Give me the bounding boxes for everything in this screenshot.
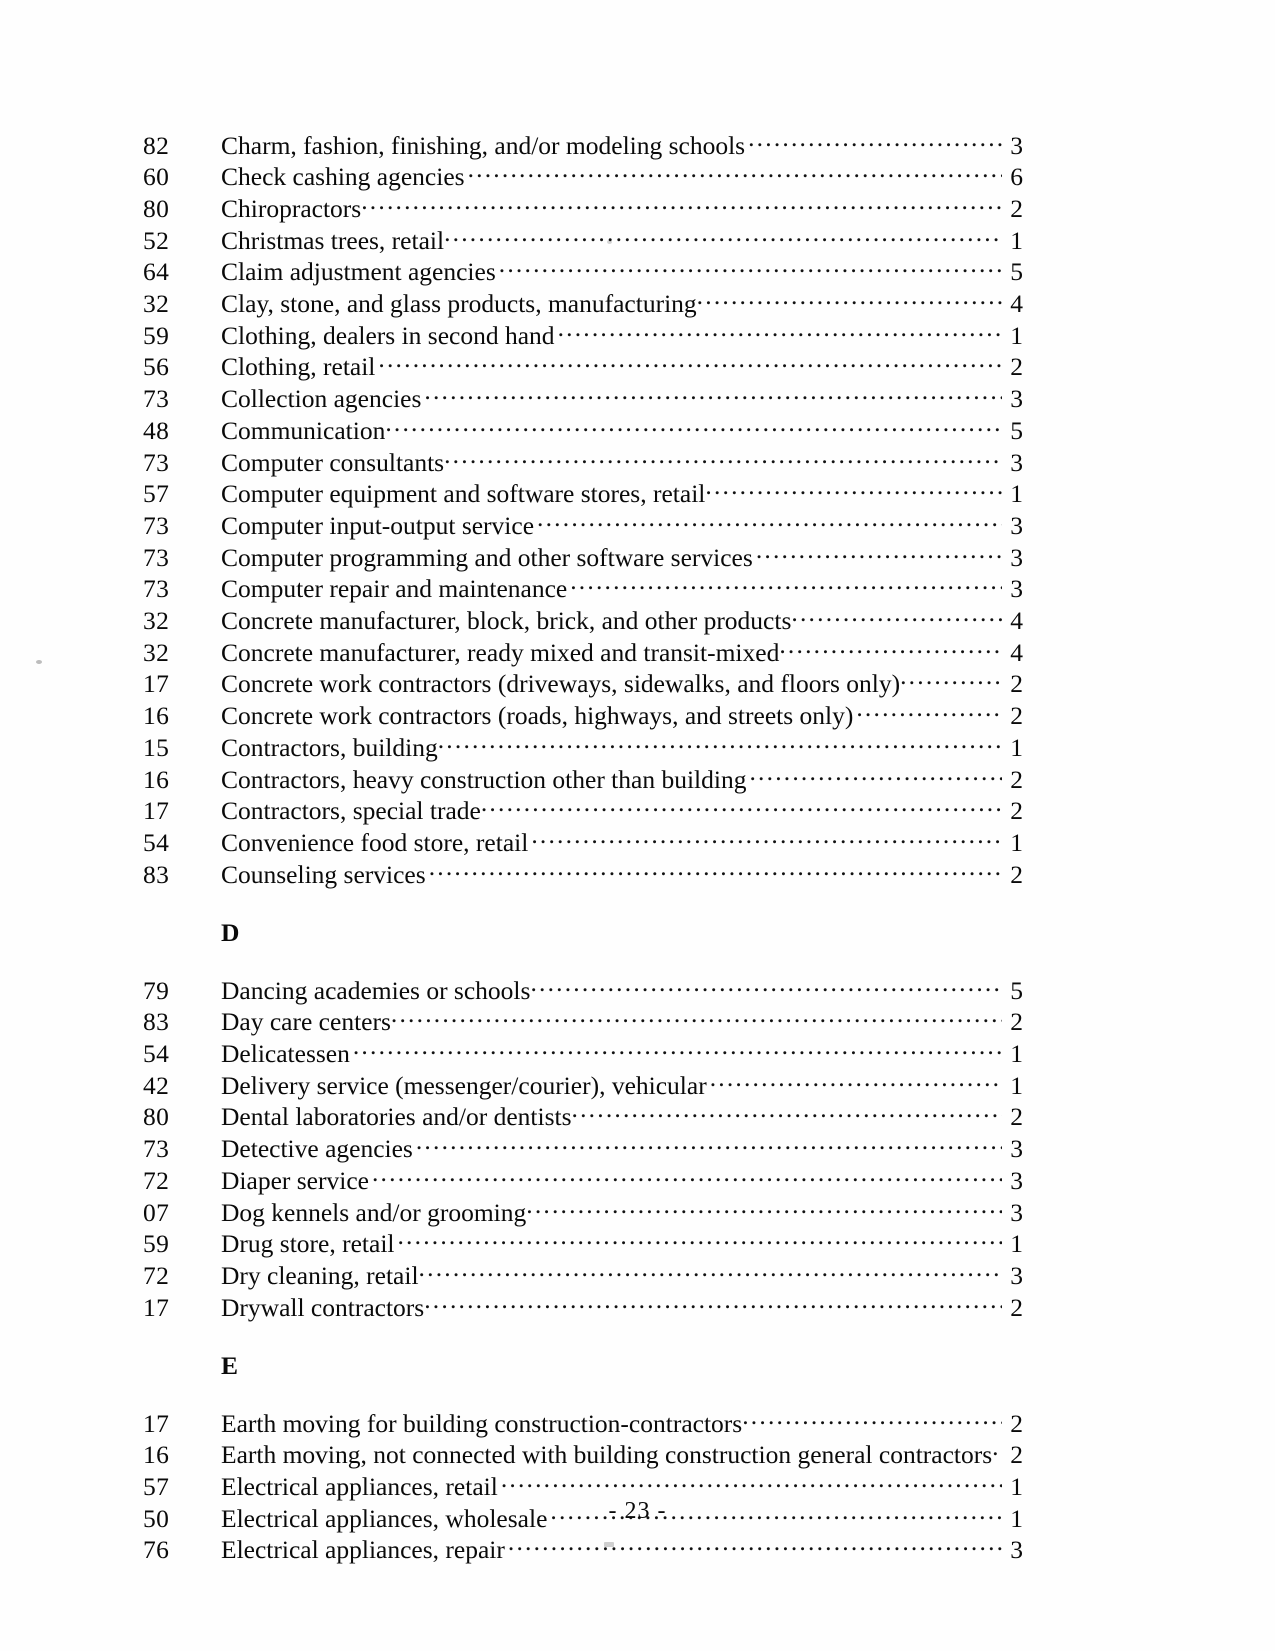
entry-page-number: 3	[1010, 447, 1023, 477]
entry-page-number: 3	[1010, 130, 1023, 160]
entry-page-number: 2	[1010, 1408, 1023, 1438]
entry-code: 57	[143, 479, 170, 509]
dot-leader	[530, 973, 1002, 999]
entry-code: 54	[143, 1038, 170, 1068]
entry-code: 72	[143, 1260, 170, 1290]
dot-leader	[779, 635, 1002, 661]
dot-leader	[501, 1469, 1002, 1495]
entry-description: Earth moving, not connected with building construction general contractors	[221, 1440, 993, 1470]
dot-leader	[444, 223, 1002, 249]
entry-code: 59	[143, 1229, 170, 1259]
entry-page-number: 2	[1010, 1102, 1023, 1132]
entry-page-number: 1	[1010, 1038, 1023, 1068]
index-entry	[143, 730, 1023, 762]
entry-page-number: 4	[1010, 289, 1023, 319]
dot-leader	[742, 1406, 1002, 1432]
index-entry	[143, 255, 1023, 287]
entry-description: Diaper service	[221, 1165, 369, 1195]
index-entry	[143, 1163, 1023, 1195]
index-entry	[143, 1036, 1023, 1068]
dot-leader	[385, 413, 1002, 439]
entry-code: 64	[143, 257, 170, 287]
entry-page-number: 2	[1010, 1292, 1023, 1322]
entry-code: 48	[143, 415, 170, 445]
entry-code: 32	[143, 637, 170, 667]
entry-description: Dry cleaning, retail	[221, 1260, 419, 1290]
entry-page-number: 2	[1010, 193, 1023, 223]
index-entry	[143, 128, 1023, 160]
entry-description: Claim adjustment agencies	[221, 257, 496, 287]
dot-leader	[444, 445, 1002, 471]
dot-leader	[749, 762, 1002, 788]
index-entry	[143, 1068, 1023, 1100]
entry-code: 73	[143, 384, 170, 414]
dot-leader	[372, 1163, 1002, 1189]
dot-leader	[424, 382, 1002, 408]
entry-page-number: 2	[1010, 1440, 1023, 1470]
entry-page-number: 2	[1010, 1007, 1023, 1037]
entry-code: 82	[143, 130, 170, 160]
entry-description: Concrete work contractors (roads, highways, and streets only)	[221, 701, 854, 731]
entry-code: 73	[143, 1134, 170, 1164]
index-entry	[143, 223, 1023, 255]
entry-page-number: 1	[1010, 1471, 1023, 1501]
entry-page-number: 2	[1010, 859, 1023, 889]
entry-page-number: 3	[1010, 1260, 1023, 1290]
dot-leader	[531, 825, 1002, 851]
entry-description: Day care centers	[221, 1007, 391, 1037]
dot-leader	[508, 1533, 1002, 1559]
dot-leader	[378, 350, 1002, 376]
entry-description: Contractors, special trade	[221, 796, 481, 826]
entry-page-number: 4	[1010, 637, 1023, 667]
entry-code: 59	[143, 320, 170, 350]
entry-code: 56	[143, 352, 170, 382]
entry-description: Collection agencies	[221, 384, 422, 414]
index-entry	[143, 1258, 1023, 1290]
entry-code: 07	[143, 1197, 170, 1227]
entry-description: Drug store, retail	[221, 1229, 395, 1259]
entry-code: 17	[143, 1292, 170, 1322]
entry-page-number: 3	[1010, 542, 1023, 572]
index-entry	[143, 604, 1023, 636]
dot-leader	[748, 128, 1002, 154]
entry-description: Concrete manufacturer, ready mixed and transit-mixed	[221, 637, 780, 667]
dot-leader	[419, 1258, 1002, 1284]
index-entry	[143, 413, 1023, 445]
entry-code: 76	[143, 1535, 170, 1565]
entry-page-number: 5	[1010, 257, 1023, 287]
entry-page-number: 3	[1010, 574, 1023, 604]
dot-leader	[438, 730, 1002, 756]
index-entry	[143, 1005, 1023, 1037]
entry-code: 57	[143, 1471, 170, 1501]
entry-code: 15	[143, 732, 170, 762]
entry-description: Delivery service (messenger/courier), vehicular	[221, 1070, 707, 1100]
entry-code: 73	[143, 447, 170, 477]
entry-description: Computer equipment and software stores, retail	[221, 479, 706, 509]
scan-speck	[36, 660, 42, 664]
index-entry	[143, 667, 1023, 699]
entry-description: Communication	[221, 415, 386, 445]
spacer	[143, 889, 1023, 919]
index-entry	[143, 857, 1023, 889]
entry-description: Computer repair and maintenance	[221, 574, 568, 604]
entry-description: Clothing, dealers in second hand	[221, 320, 555, 350]
entry-page-number: 1	[1010, 827, 1023, 857]
entry-description: Concrete work contractors (driveways, sidewalks, and floors only)	[221, 669, 901, 699]
spacer	[143, 1380, 1023, 1406]
entry-code: 79	[143, 975, 170, 1005]
entry-code: 80	[143, 193, 170, 223]
dot-leader	[424, 1290, 1002, 1316]
index-entry	[143, 1438, 1023, 1470]
entry-page-number: 1	[1010, 1070, 1023, 1100]
dot-leader	[429, 857, 1002, 883]
entry-description: Clothing, retail	[221, 352, 376, 382]
entry-code: 54	[143, 827, 170, 857]
entry-code: 60	[143, 162, 170, 192]
entry-description: Clay, stone, and glass products, manufacturing	[221, 289, 697, 319]
entry-description: Contractors, building	[221, 732, 438, 762]
entry-description: Computer programming and other software services	[221, 542, 753, 572]
entry-page-number: 1	[1010, 479, 1023, 509]
entry-description: Dental laboratories and/or dentists	[221, 1102, 572, 1132]
section-heading-d: D	[221, 917, 240, 947]
index-entry	[143, 508, 1023, 540]
index-entry	[143, 973, 1023, 1005]
dot-leader	[791, 604, 1002, 630]
entry-page-number: 2	[1010, 701, 1023, 731]
index-group-c	[143, 128, 1023, 889]
dot-leader	[537, 508, 1002, 534]
index-group-e	[143, 1406, 1023, 1565]
dot-leader	[697, 287, 1002, 313]
index-entry	[143, 1100, 1023, 1132]
index-entry	[143, 825, 1023, 857]
entry-page-number: 3	[1010, 1197, 1023, 1227]
entry-description: Delicatessen	[221, 1038, 350, 1068]
index-entry	[143, 160, 1023, 192]
entry-description: Computer consultants	[221, 447, 445, 477]
entry-description: Charm, fashion, finishing, and/or modeling schools	[221, 130, 746, 160]
index-group-d	[143, 973, 1023, 1322]
index-entry	[143, 382, 1023, 414]
index-entry	[143, 1227, 1023, 1259]
index-entry	[143, 318, 1023, 350]
entry-code: 17	[143, 796, 170, 826]
entry-description: Computer input-output service	[221, 510, 535, 540]
entry-description: Contractors, heavy construction other than building	[221, 764, 747, 794]
entry-code: 16	[143, 764, 170, 794]
entry-description: Check cashing agencies	[221, 162, 465, 192]
page-number-footer: - 23 -	[608, 1498, 667, 1524]
index-entry	[143, 1533, 1023, 1565]
entry-code: 80	[143, 1102, 170, 1132]
index-entry	[143, 1469, 1023, 1501]
entry-code: 73	[143, 510, 170, 540]
index-entry	[143, 762, 1023, 794]
index-entry	[143, 350, 1023, 382]
dot-leader	[992, 1438, 1002, 1464]
entry-code: 83	[143, 1007, 170, 1037]
index-entry	[143, 1406, 1023, 1438]
dot-leader	[481, 794, 1002, 820]
entry-description: Counseling services	[221, 859, 426, 889]
dot-leader	[397, 1227, 1002, 1253]
dot-leader	[361, 191, 1002, 217]
dot-leader	[900, 667, 1002, 693]
entry-description: Dog kennels and/or grooming	[221, 1197, 527, 1227]
entry-page-number: 5	[1010, 975, 1023, 1005]
entry-description: Electrical appliances, wholesale	[221, 1503, 548, 1533]
index-entry	[143, 287, 1023, 319]
entry-code: 16	[143, 701, 170, 731]
dot-leader	[756, 540, 1002, 566]
entry-description: Detective agencies	[221, 1134, 413, 1164]
dot-leader	[705, 477, 1002, 503]
entry-page-number: 2	[1010, 669, 1023, 699]
dot-leader	[710, 1068, 1002, 1094]
index-entry	[143, 477, 1023, 509]
entry-page-number: 1	[1010, 1503, 1023, 1533]
index-entry	[143, 445, 1023, 477]
entry-page-number: 3	[1010, 1165, 1023, 1195]
dot-leader	[416, 1132, 1002, 1158]
entry-description: Electrical appliances, retail	[221, 1471, 498, 1501]
dot-leader	[391, 1005, 1002, 1031]
entry-page-number: 4	[1010, 606, 1023, 636]
dot-leader	[499, 255, 1002, 281]
entry-page-number: 1	[1010, 1229, 1023, 1259]
dot-leader	[353, 1036, 1002, 1062]
index-entry	[143, 699, 1023, 731]
entry-page-number: 1	[1010, 732, 1023, 762]
entry-description: Earth moving for building construction-contractors	[221, 1408, 743, 1438]
entry-page-number: 3	[1010, 384, 1023, 414]
entry-code: 73	[143, 574, 170, 604]
entry-code: 17	[143, 1408, 170, 1438]
entry-code: 17	[143, 669, 170, 699]
entry-code: 72	[143, 1165, 170, 1195]
entry-code: 16	[143, 1440, 170, 1470]
entry-page-number: 1	[1010, 320, 1023, 350]
index-listing	[143, 128, 1023, 1565]
entry-page-number: 6	[1010, 162, 1023, 192]
entry-page-number: 2	[1010, 352, 1023, 382]
entry-description: Drywall contractors	[221, 1292, 425, 1322]
dot-leader	[572, 1100, 1002, 1126]
index-entry	[143, 540, 1023, 572]
index-entry	[143, 1132, 1023, 1164]
entry-code: 52	[143, 225, 170, 255]
entry-code: 83	[143, 859, 170, 889]
entry-page-number: 5	[1010, 415, 1023, 445]
entry-page-number: 2	[1010, 796, 1023, 826]
entry-description: Convenience food store, retail	[221, 827, 529, 857]
entry-description: Concrete manufacturer, block, brick, and other products	[221, 606, 792, 636]
dot-leader	[468, 160, 1002, 186]
section-heading-e: E	[221, 1350, 239, 1380]
spacer	[143, 947, 1023, 973]
spacer	[143, 1322, 1023, 1352]
index-entry	[143, 572, 1023, 604]
dot-leader	[558, 318, 1002, 344]
index-entry	[143, 191, 1023, 223]
entry-code: 42	[143, 1070, 170, 1100]
entry-page-number: 2	[1010, 764, 1023, 794]
entry-page-number: 3	[1010, 510, 1023, 540]
entry-page-number: 1	[1010, 225, 1023, 255]
index-entry	[143, 635, 1023, 667]
entry-page-number: 3	[1010, 1535, 1023, 1565]
entry-description: Christmas trees, retail	[221, 225, 445, 255]
entry-code: 73	[143, 542, 170, 572]
entry-page-number: 3	[1010, 1134, 1023, 1164]
entry-description: Chiropractors	[221, 193, 362, 223]
entry-description: Electrical appliances, repair	[221, 1535, 505, 1565]
index-entry	[143, 794, 1023, 826]
index-entry	[143, 1290, 1023, 1322]
dot-leader	[856, 699, 1002, 725]
entry-code: 32	[143, 606, 170, 636]
entry-code: 50	[143, 1503, 170, 1533]
dot-leader	[570, 572, 1002, 598]
entry-code: 32	[143, 289, 170, 319]
entry-description: Dancing academies or schools	[221, 975, 531, 1005]
dot-leader	[526, 1195, 1002, 1221]
index-entry	[143, 1195, 1023, 1227]
